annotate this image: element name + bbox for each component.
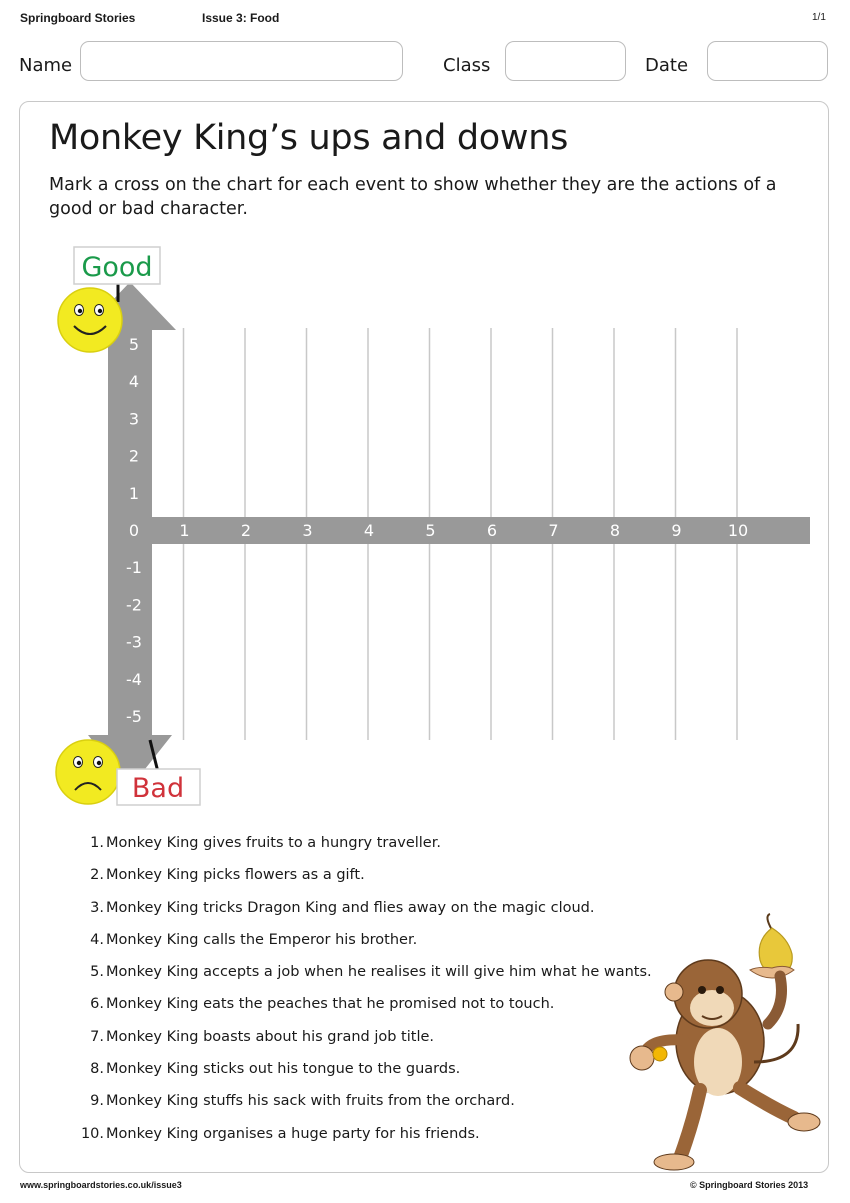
item-number: 7. — [90, 1028, 104, 1045]
x-tick-label: 2 — [240, 521, 252, 540]
y-tick-label: -2 — [126, 595, 142, 615]
x-tick-label: 4 — [363, 521, 375, 540]
date-label: Date — [645, 55, 689, 76]
list-item — [70, 963, 652, 995]
y-tick-label: 2 — [128, 446, 140, 466]
item-text: Monkey King picks flowers as a gift. — [106, 867, 365, 884]
x-tick-label: 1 — [179, 521, 190, 540]
item-number: 4. — [90, 931, 104, 948]
y-tick-label: -5 — [126, 707, 142, 726]
good-bad-chart[interactable] — [0, 230, 850, 810]
list-item — [70, 1028, 652, 1060]
good-label: Good — [81, 252, 153, 283]
sad-face-icon — [56, 740, 120, 804]
y-tick-label: 3 — [128, 409, 140, 429]
item-text: Monkey King stuffs his sack with fruits from the orchard. — [106, 1093, 515, 1110]
page-number: 1/1 — [812, 12, 826, 23]
item-number: 6. — [90, 996, 104, 1013]
item-text: Monkey King boasts about his grand job title. — [106, 1028, 435, 1045]
instructions: Mark a cross on the chart for each event to show whether they are the actions of a good or bad character. — [49, 175, 777, 219]
list-item — [70, 995, 652, 1027]
item-number: 2. — [90, 867, 104, 884]
issue-title: Issue 3: Food — [202, 11, 280, 25]
list-item — [70, 899, 652, 931]
pear-icon — [759, 914, 792, 974]
y-tick-label: 1 — [128, 483, 140, 503]
item-text: Monkey King organises a huge party for his friends. — [106, 1125, 480, 1142]
x-tick-label: 6 — [486, 521, 498, 540]
date-field[interactable] — [707, 41, 828, 81]
x-tick-label: 3 — [302, 521, 313, 540]
list-item — [70, 834, 652, 866]
x-tick-label: 10 — [727, 521, 749, 540]
list-item — [70, 931, 652, 963]
x-tick-label: 9 — [671, 521, 682, 540]
y-tick-label: -1 — [126, 558, 142, 578]
item-number: 1. — [90, 835, 104, 851]
list-item — [70, 1092, 652, 1124]
y-tick-label: 0 — [128, 521, 140, 540]
item-text: Monkey King eats the peaches that he promised not to touch. — [106, 996, 555, 1013]
series-name: Springboard Stories — [20, 11, 136, 25]
y-tick-label: -4 — [126, 669, 142, 689]
x-tick-label: 7 — [548, 521, 559, 540]
bad-label: Bad — [131, 773, 185, 804]
item-text: Monkey King gives fruits to a hungry traveller. — [106, 835, 441, 851]
item-number: 9. — [90, 1093, 104, 1110]
item-number: 10. — [80, 1125, 104, 1142]
name-label: Name — [19, 55, 73, 76]
happy-face-icon — [58, 288, 122, 352]
list-item — [70, 1125, 652, 1157]
page-title: Monkey King’s ups and downs — [49, 118, 569, 158]
item-text: Monkey King sticks out his tongue to the guards. — [106, 1061, 461, 1078]
class-label: Class — [443, 55, 491, 76]
y-tick-label: 4 — [128, 372, 140, 392]
footer-copyright: © Springboard Stories 2013 — [690, 1180, 809, 1190]
list-item — [70, 866, 652, 898]
item-number: 3. — [90, 899, 104, 916]
y-tick-label: 5 — [128, 335, 140, 354]
item-text: Monkey King tricks Dragon King and flies away on the magic cloud. — [106, 899, 595, 916]
x-tick-label: 8 — [609, 521, 621, 540]
item-text: Monkey King calls the Emperor his brother. — [106, 931, 418, 948]
item-number: 8. — [90, 1061, 104, 1078]
event-list — [70, 834, 652, 1157]
item-text: Monkey King accepts a job when he realises it will give him what he wants. — [106, 964, 652, 981]
x-tick-label: 5 — [425, 521, 436, 540]
list-item — [70, 1060, 652, 1092]
name-field[interactable] — [80, 41, 403, 81]
class-field[interactable] — [505, 41, 626, 81]
footer-url[interactable]: www.springboardstories.co.uk/issue3 — [20, 1180, 182, 1190]
monkey-king-illustration — [622, 912, 828, 1174]
item-number: 5. — [90, 964, 104, 981]
y-tick-label: -3 — [126, 632, 142, 652]
